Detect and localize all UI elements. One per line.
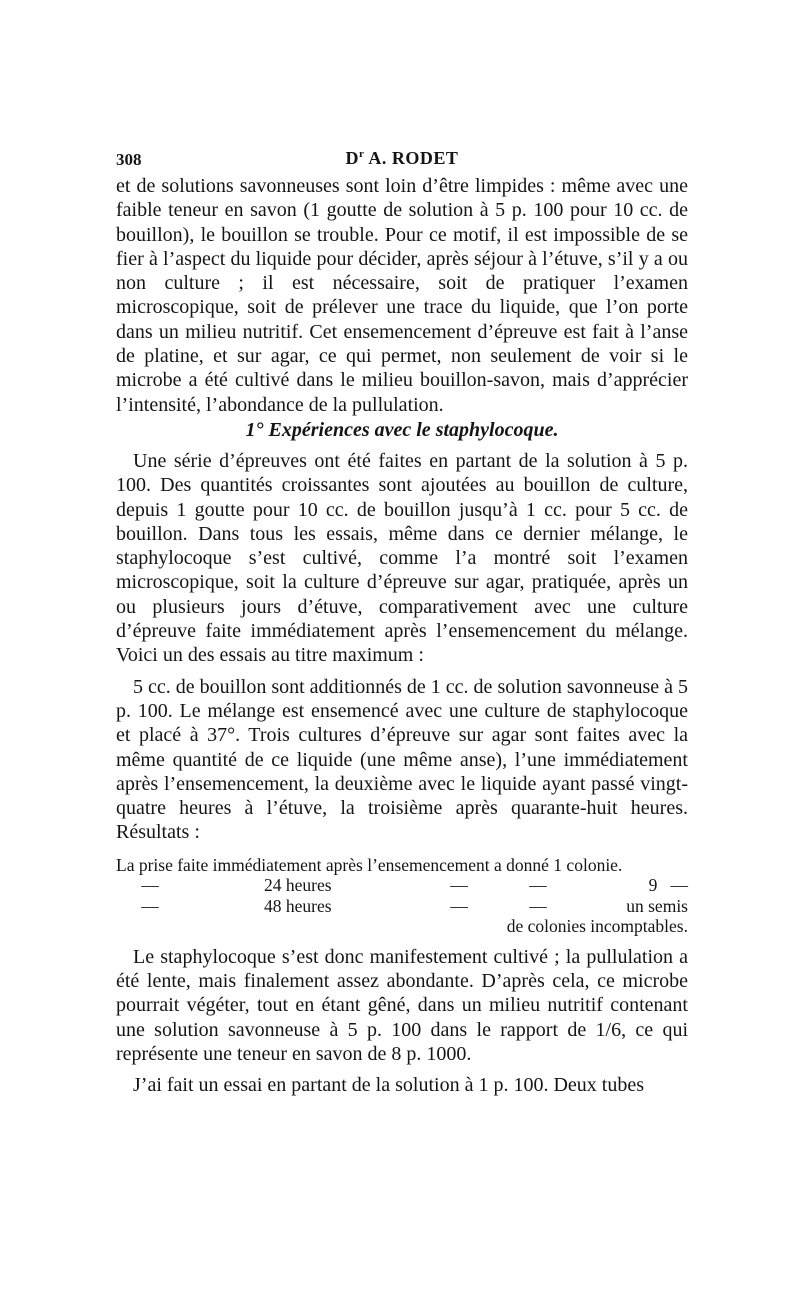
time-48h: 48 heures	[264, 895, 332, 916]
dash: —	[529, 895, 547, 916]
dash: —	[450, 895, 468, 916]
dash: —	[450, 875, 468, 896]
result-48h: un semis	[626, 895, 688, 916]
time-24h: 24 heures	[264, 875, 332, 896]
page-number: 308	[116, 150, 142, 169]
paragraph-5: J’ai fait un essai en partant de la solution à 1 p. 100. Deux tubes	[133, 1074, 644, 1097]
paragraph-4: Le staphylocoque s’est donc manifestement cultivé ; la pullulation a été lente, mais finalement assez abondante. D’après cela, ce microbe pourrait végéter, tout en étant gêné, dans un milieu nutritif contenant une solution savonneuse à 5 p. 100 dans le rapport de 1/6, ce qui représente une teneur en savon de 8 p. 1000.	[116, 945, 688, 1065]
result-24h: 9 —	[648, 875, 688, 896]
paragraph-3: 5 cc. de bouillon sont additionnés de 1 cc. de solution savonneuse à 5 p. 100. Le mélange est ensemencé avec une culture de staphylocoque et placé à 37°. Trois cultures d’épreuve sur agar sont faites avec la même quantité de ce liquide (une même anse), l’une immédiatement après l’ensemencement, la deuxième avec le liquide ayant passé vingt-quatre heures à l’étuve, la troisième après quarante-huit heures. Résultats :	[116, 675, 688, 844]
results-line-1: La prise faite immédiatement après l’ensemencement a donné 1 colonie.	[116, 854, 623, 875]
document-page	[116, 148, 688, 1098]
author-name: A. RODET	[364, 148, 459, 168]
section-heading: 1° Expériences avec le staphylocoque.	[245, 418, 559, 441]
dash: —	[141, 875, 159, 896]
results-line-4: de colonies incomptables.	[506, 916, 688, 937]
author-sup: r	[359, 148, 365, 160]
running-head	[116, 148, 688, 169]
results-line-2	[116, 875, 688, 896]
results-table	[116, 855, 688, 937]
results-line-3	[116, 896, 688, 917]
page-header	[116, 148, 688, 174]
paragraph-2: Une série d’épreuves ont été faites en partant de la solution à 5 p. 100. Des quantités croissantes sont ajoutées au bouillon de culture, depuis 1 goutte pour 10 cc. de bouillon jusqu’à 1 cc. pour 5 cc. de bouillon. Dans tous les essais, même dans ce dernier mélange, le staphylocoque s’est cultivé, comme l’a montré soit l’examen microscopique, soit la culture d’épreuve sur agar, pratiquée, après un ou plusieurs jours d’étuve, comparativement avec une culture d’épreuve faite immédiatement après l’ensemencement du mélange. Voici un des essais au titre maximum :	[116, 449, 688, 667]
paragraph-1: et de solutions savonneuses sont loin d’être limpides : même avec une faible teneur en savon (1 goutte de solution à 5 p. 100 pour 10 cc. de bouillon), le bouillon se trouble. Pour ce motif, il est impossible de se fier à l’aspect du liquide pour décider, après séjour à l’étuve, s’il y a ou non culture ; il est nécessaire, soit de pratiquer l’examen microscopique, soit de prélever une trace du liquide, que l’on porte dans un milieu nutritif. Cet ensemencement d’épreuve est fait à l’anse de platine, et sur agar, ce qui permet, non seulement de voir si le microbe a été cultivé dans le milieu bouillon-savon, mais d’apprécier l’intensité, l’abondance de la pullulation.	[116, 175, 688, 416]
dash: —	[141, 895, 159, 916]
author-prefix: D	[345, 148, 360, 168]
dash: —	[529, 875, 547, 896]
